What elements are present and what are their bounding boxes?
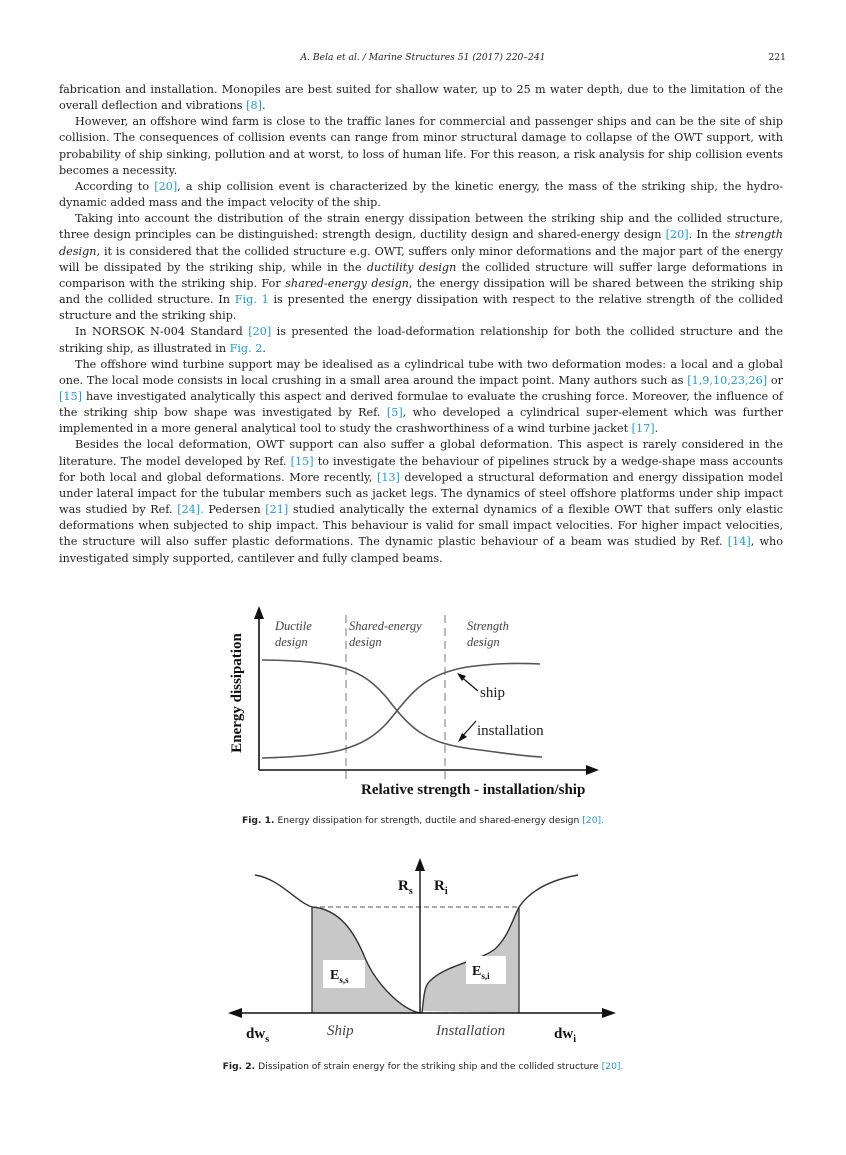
fig2-up-arrow-icon — [415, 858, 425, 871]
text-run: have investigated analytically this aspect and derived formulae to evaluate the crushing force. Moreover, the influence of the striking ship bow shape was investigated by Ref. — [59, 389, 783, 420]
text-run: Taking into account the distribution of the strain energy dissipation between the striking ship and the collided structure, three design principles can be distinguished: strength design, ductility design and shared-energy design — [59, 212, 783, 242]
text-run: fabrication and installation. Monopiles are best suited for shallow water, up to 25 m water depth, due to the limitation of the overall deflection and vibrations — [59, 83, 783, 113]
body-paragraph — [59, 82, 783, 114]
figure-1-caption — [0, 815, 846, 826]
citation-link[interactable]: [5] — [386, 406, 403, 420]
label-rs-sub: s — [408, 886, 413, 897]
text-run: However, an offshore wind farm is close to the traffic lanes for commercial and passenger ships and can be the site of ship collision. The consequences of collision events can range from minor structural damage to collapse of the OWT support, with probability of ship sinking, pollution and at worst, to loss of human life. For this reason, a risk analysis for ship collision events becomes a necessity. — [59, 115, 783, 177]
citation-link[interactable]: [20] — [154, 179, 178, 193]
figure-1-caption-ref: [20]. — [582, 815, 605, 826]
text-run: The offshore wind turbine support may be idealised as a cylindrical tube with two deformation modes: a local and a global one. The local mode consists in local crushing in a small area around the impact point. Many authors such as — [59, 357, 783, 387]
curve-installation — [262, 660, 542, 757]
label-dwi — [554, 1026, 576, 1045]
curve-label-installation: installation — [477, 723, 544, 739]
region-strength-line2: design — [467, 635, 500, 649]
text-run: . — [654, 422, 659, 436]
label-dws — [246, 1026, 269, 1045]
label-dws-sub: s — [265, 1034, 270, 1045]
label-rs — [398, 878, 413, 897]
region-strength-line1: Strength — [467, 619, 509, 633]
fig1-y-arrow-icon — [254, 606, 264, 619]
figure-2-caption — [0, 1061, 846, 1072]
citation-link[interactable]: [20] — [665, 228, 689, 242]
text-run: to investigate the behaviour of pipelines struck by a wedge-shape mass accounts for both local and global deformations. More recently, — [59, 454, 783, 484]
running-head — [0, 52, 846, 66]
body-paragraph — [59, 179, 783, 211]
label-esi-sub: s,i — [481, 971, 490, 981]
label-ri-main: R — [434, 878, 445, 894]
journal-citation: A. Bela et al. / Marine Structures 51 (2017) 220–241 — [300, 52, 546, 63]
emphasis-term: ductility design — [366, 260, 457, 274]
citation-link[interactable]: [15] — [290, 454, 314, 468]
label-ri-sub: i — [444, 886, 448, 897]
text-run: , the energy dissipation will be shared between the striking ship and the collided structure. In — [59, 276, 783, 307]
fig2-right-arrow-icon — [602, 1008, 616, 1018]
label-dwi-main: dw — [554, 1026, 574, 1042]
label-ship: Ship — [327, 1023, 354, 1039]
fig1-y-label: Energy dissipation — [229, 633, 245, 753]
text-run: . — [261, 99, 266, 113]
region-shared-line1: Shared-energy — [349, 619, 422, 633]
citation-link[interactable]: [8] — [246, 99, 262, 113]
text-run: , who developed a cylindrical super-element which was further implemented in a more general analytical tool to study the crashworthiness of a wind turbine jacket — [59, 406, 783, 436]
body-paragraph — [59, 114, 783, 179]
region-ductile-line1: Ductile — [275, 619, 312, 633]
region-shared-line2: design — [349, 635, 382, 649]
label-ess-sub: s,s — [339, 975, 349, 985]
figure-2-caption-label: Fig. 2. — [222, 1061, 256, 1072]
figure-1-caption-label: Fig. 1. — [241, 815, 275, 826]
citation-link[interactable]: Fig. 2 — [229, 341, 263, 355]
text-run: Besides the local deformation, OWT support can also suffer a global deformation. This aspect is rarely considered in the literature. The model developed by Ref. — [59, 438, 783, 468]
text-run: , a ship collision event is characterized by the kinetic energy, the mass of the striking ship, the hydro-dynamic added mass and the impact velocity of the ship. — [59, 179, 783, 210]
body-text — [59, 82, 783, 567]
region-ductile-line2: design — [275, 635, 308, 649]
text-run: is presented the load-deformation relationship for both the collided structure and the striking ship, as illustrated in — [59, 325, 783, 355]
fig2-left-arrow-icon — [228, 1008, 242, 1018]
label-esi-main: E — [472, 964, 482, 979]
citation-link[interactable]: [24]. — [177, 503, 204, 517]
text-run: . — [262, 341, 266, 355]
text-run: Pedersen — [203, 503, 266, 517]
installation-callout-arrow-icon — [458, 733, 467, 742]
text-run: is presented the energy dissipation with respect to the relative strength of the collided structure and the striking ship. — [59, 293, 783, 323]
figure-2-caption-ref: [20]. — [601, 1061, 624, 1072]
figure-2-strain-energy — [220, 853, 630, 1053]
curve-ship — [262, 663, 540, 758]
label-dwi-sub: i — [573, 1034, 576, 1045]
citation-link[interactable]: [14] — [727, 535, 751, 549]
fig1-x-arrow-icon — [586, 765, 599, 775]
curve-label-ship: ship — [480, 685, 506, 701]
citation-link[interactable]: [1,9,10,23,26] — [687, 373, 768, 387]
citation-link[interactable]: [21] — [265, 503, 289, 517]
text-run: studied analytically the external dynamics of a flexible OWT that suffers only elastic deformations when subjected to ship impact. This behaviour is valid for small impact velocities. For higher impact velocities, the structure will also suffer plastic deformations. The dynamic plastic behaviour of a beam was studied by Ref. — [59, 503, 783, 549]
text-run: , who investigated simply supported, cantilever and fully clamped beams. — [59, 535, 783, 565]
citation-link[interactable]: [20] — [248, 325, 272, 339]
page-number: 221 — [768, 52, 786, 63]
text-run: the collided structure will suffer large deformations in comparison with the striking ship. For — [59, 260, 783, 290]
figure-2-caption-text: Dissipation of strain energy for the striking ship and the collided structure — [255, 1061, 602, 1072]
label-installation: Installation — [436, 1023, 506, 1039]
figure-1-energy-dissipation — [222, 603, 622, 803]
citation-link[interactable]: [13] — [376, 470, 400, 484]
emphasis-term: shared-energy design — [285, 276, 409, 290]
citation-link[interactable]: [15] — [59, 389, 82, 403]
body-paragraph — [59, 437, 783, 566]
body-paragraph — [59, 324, 783, 356]
text-run: According to — [75, 179, 155, 193]
text-run: , it is considered that the collided structure e.g. OWT, suffers only minor deformations and the major part of the energy will be dissipated by the striking ship, while in the — [59, 244, 783, 274]
body-paragraph — [59, 357, 783, 438]
body-paragraph — [59, 211, 783, 324]
label-rs-main: R — [398, 878, 409, 894]
label-dws-main: dw — [246, 1026, 266, 1042]
text-run: In NORSOK N-004 Standard — [75, 325, 249, 339]
emphasis-term: strength design — [59, 228, 784, 258]
fig1-x-label: Relative strength - installation/ship — [361, 782, 586, 798]
label-ri — [434, 878, 448, 897]
label-ess-main: E — [330, 968, 340, 983]
text-run: . In the — [688, 228, 735, 242]
figure-1-caption-text: Energy dissipation for strength, ductile and shared-energy design — [274, 815, 583, 826]
citation-link[interactable]: [17] — [631, 422, 655, 436]
citation-link[interactable]: Fig. 1 — [234, 293, 269, 307]
text-run: developed a structural deformation and energy dissipation model under lateral impact for the tubular members such as jacket legs. The dynamics of steel offshore platforms under ship impact was studied by Ref. — [59, 470, 783, 517]
text-run: or — [767, 373, 783, 387]
